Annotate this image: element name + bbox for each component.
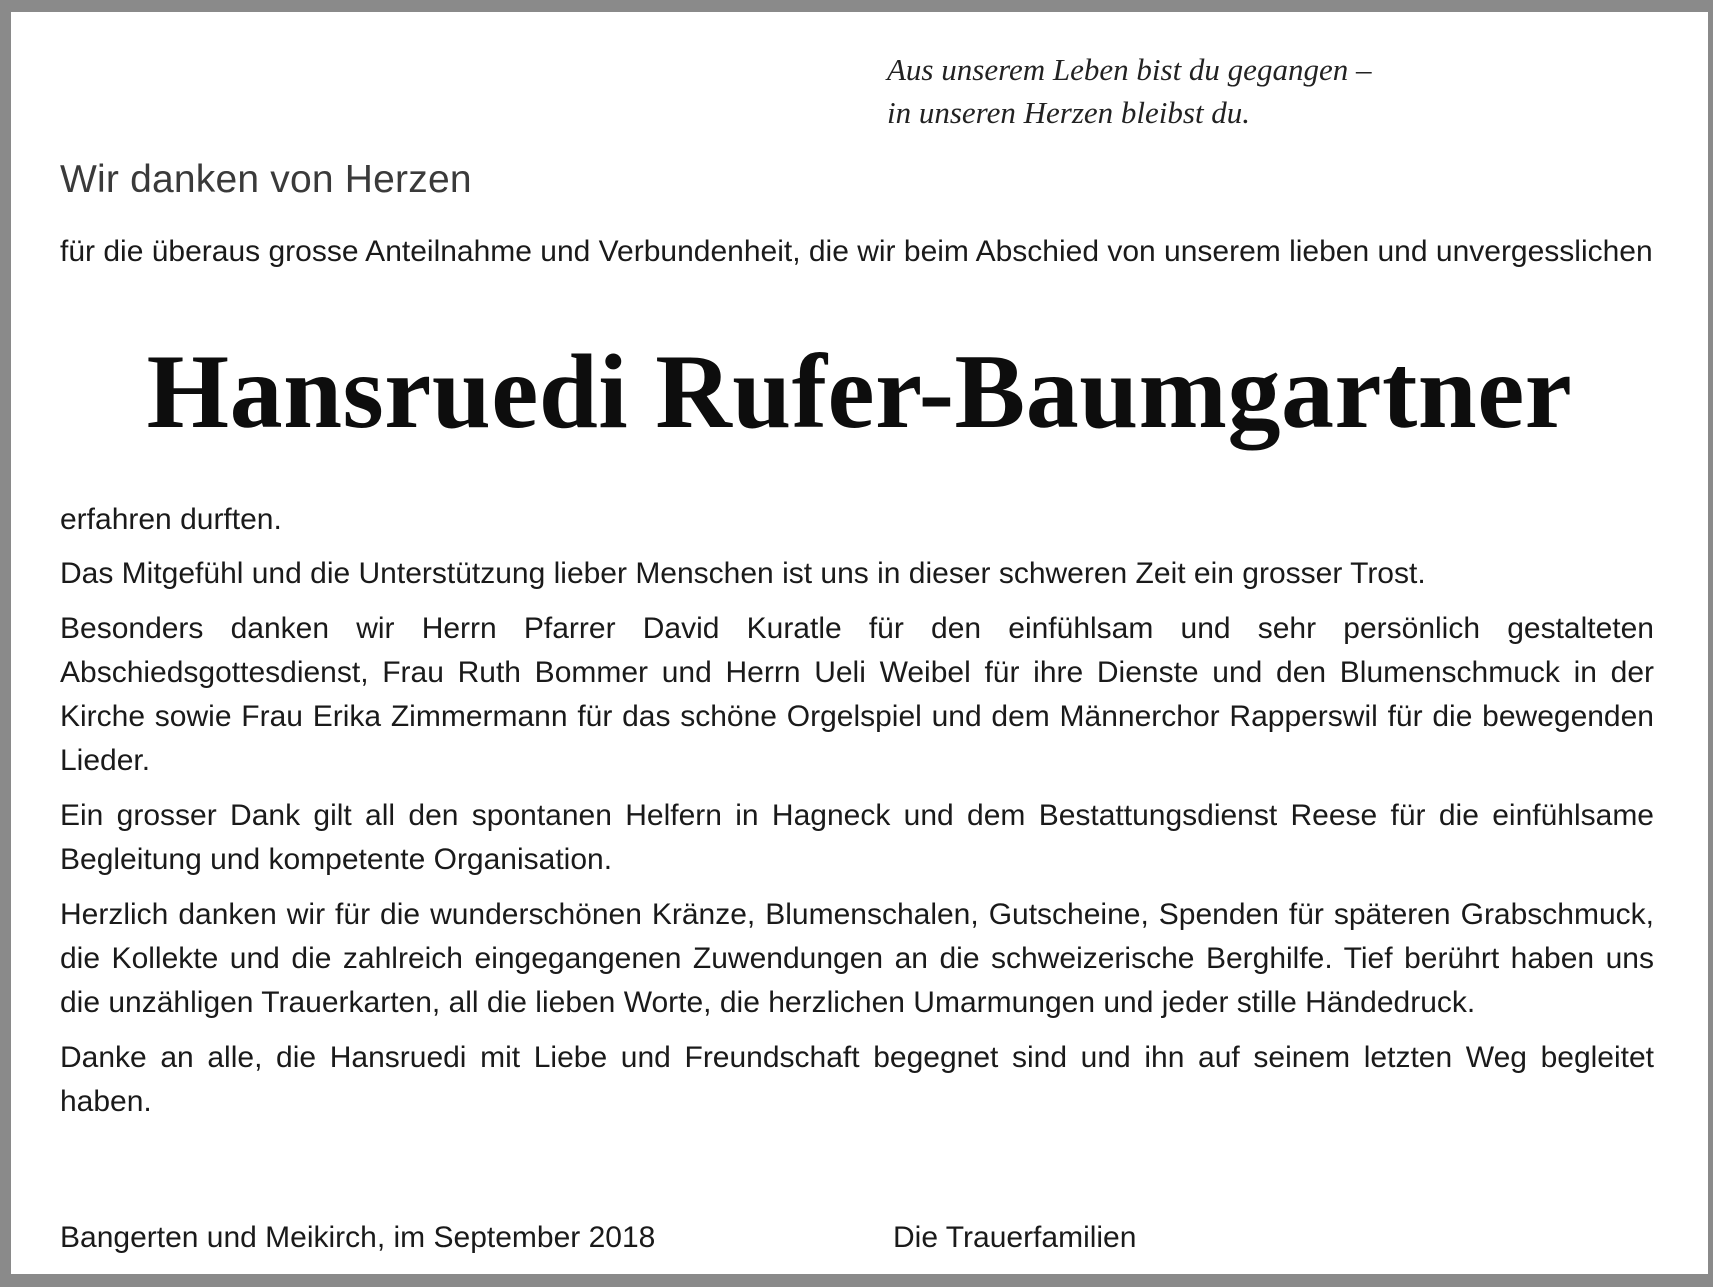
motto-line-2: in unseren Herzen bleibst du.: [887, 95, 1251, 130]
paragraph-sympathy: Das Mitgefühl und die Unterstützung lieber Menschen ist uns in dieser schweren Zeit ein grosser Trost.: [60, 557, 1426, 590]
paragraph-continuation: erfahren durften.: [60, 503, 282, 536]
motto-quote: [887, 48, 1371, 134]
obituary-notice: [11, 12, 1708, 1274]
deceased-name: Hansruedi Rufer-Baumgartner: [146, 333, 1573, 450]
body-text: [60, 498, 1654, 1135]
signature: Die Trauerfamilien: [893, 1221, 1137, 1254]
place-date: Bangerten und Meikirch, im September 2018: [60, 1221, 656, 1254]
intro-text: für die überaus grosse Anteilnahme und Verbundenheit, die wir beim Abschied von unserem lieben und unvergesslichen: [60, 235, 1653, 268]
paragraph-gifts-thanks: Herzlich danken wir für die wunderschönen Kränze, Blumenschalen, Gutscheine, Spenden für späteren Grabschmuck, die Kollekte und die zahlreich eingegangenen Zuwendungen an die schweizerische Berghilfe. Tief berührt haben uns die unzähligen Trauerkarten, all die lieben Worte, die herzlichen Umarmungen und jeder stille Händedruck.: [60, 898, 1654, 1019]
paragraph-special-thanks: Besonders danken wir Herrn Pfarrer David Kuratle für den einfühlsam und sehr persönlich gestalteten Abschiedsgottesdienst, Frau Ruth Bommer und Herrn Ueli Weibel für ihre Dienste und den Blumenschmuck in der Kirche sowie Frau Erika Zimmermann für das schöne Orgelspiel und dem Männerchor Rapperswil für die bewegenden Lieder.: [60, 612, 1654, 777]
paragraph-closing: Danke an alle, die Hansruedi mit Liebe und Freundschaft begegnet sind und ihn auf seinem letzten Weg begleitet haben.: [60, 1041, 1654, 1118]
paragraph-helpers-thanks: Ein grosser Dank gilt all den spontanen Helfern in Hagneck und dem Bestattungsdienst Reese für die einfühlsame Begleitung und kompetente Organisation.: [60, 799, 1654, 876]
thanks-heading: Wir danken von Herzen: [60, 158, 472, 201]
motto-line-1: Aus unserem Leben bist du gegangen –: [887, 52, 1372, 87]
